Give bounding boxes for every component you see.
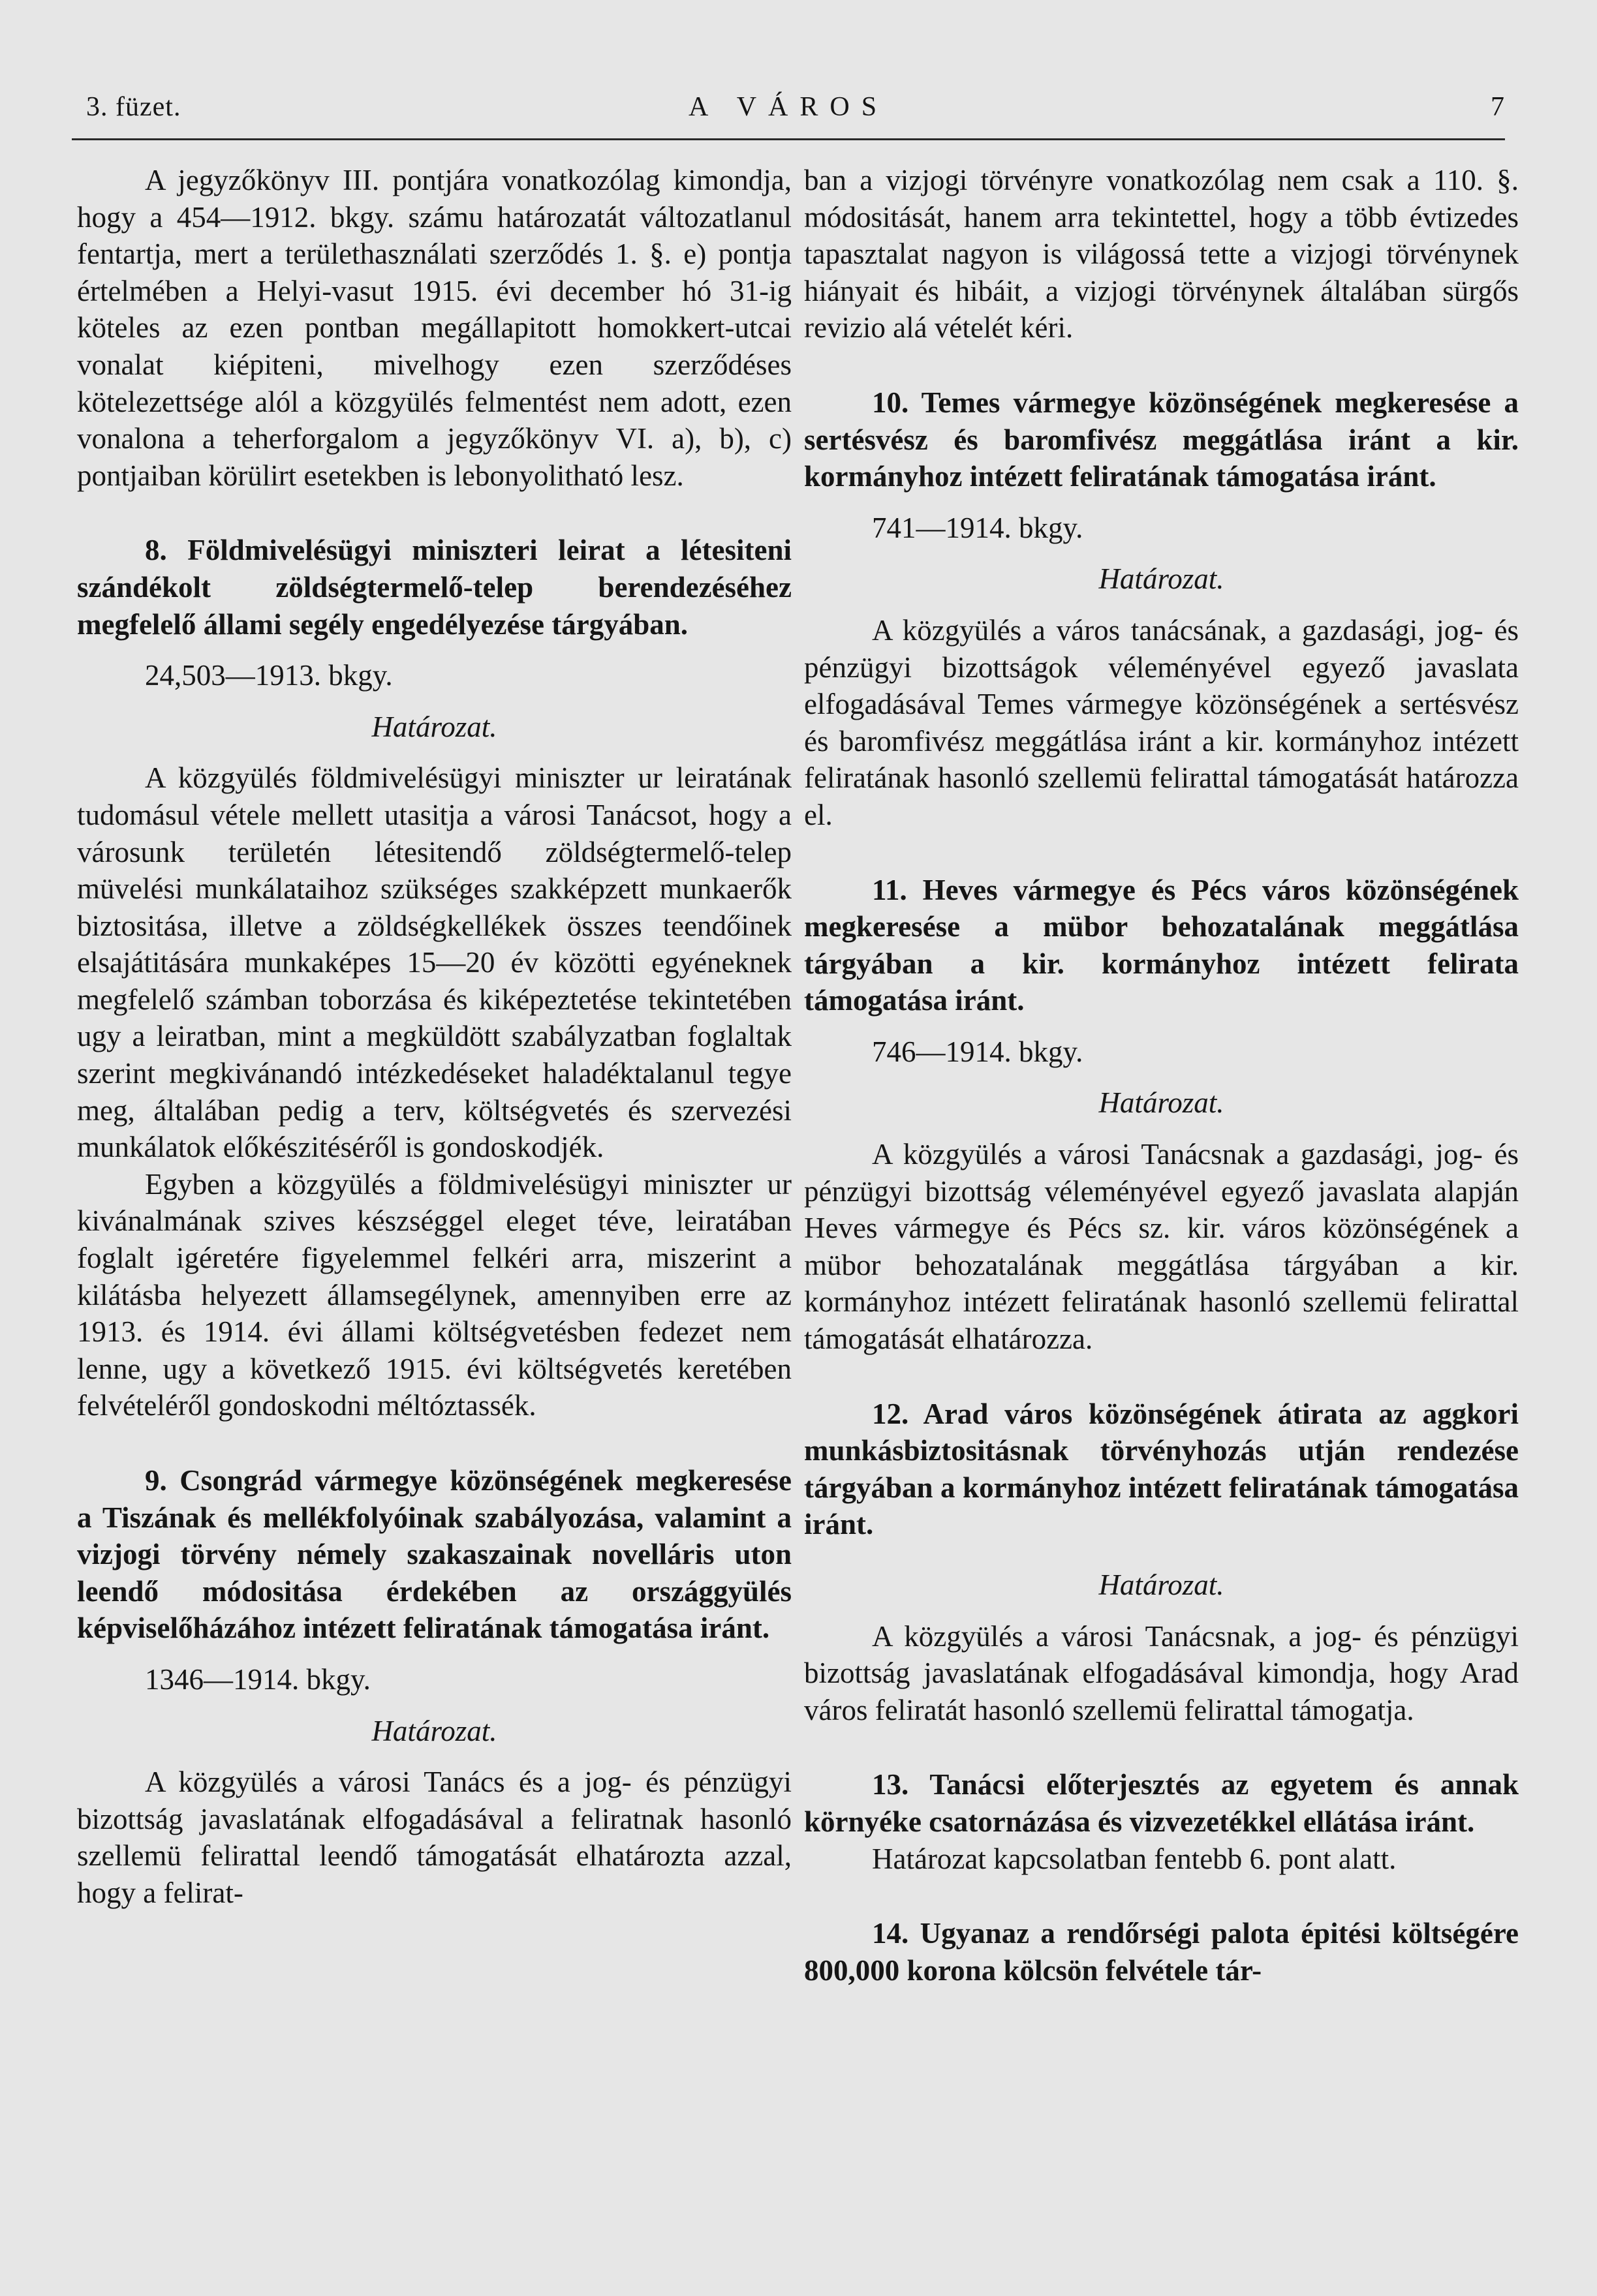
item-10-reference: 741—1914. bkgy.	[872, 511, 1083, 544]
item-8-reference: 24,503—1913. bkgy.	[145, 659, 393, 692]
left-column	[77, 162, 792, 1912]
header-rule	[72, 138, 1505, 140]
item-10-decision-label: Határozat.	[1098, 562, 1224, 596]
item-12-paragraph-1: A közgyülés a városi Tanácsnak, a jog- és pénzügyi bizottság javaslatának elfogadásával kimondja, hogy Arad város feliratát hasonló szellemü felirattal támogatja.	[804, 1619, 1519, 1726]
right-column	[804, 162, 1519, 1989]
continued-paragraph: ban a vizjogi törvényre vonatkozólag nem csak a 110. §. módositását, hanem arra tekintettel, hogy a több évtizedes tapasztalat nagyon is világossá tette a vizjogi törvénynek hiányait és hibáit, a vizjogi törvénynek általában sürgős revizio alá vételét kéri.	[804, 164, 1519, 344]
journal-title: A VÁROS	[688, 92, 889, 122]
item-9-decision-label: Határozat.	[371, 1714, 497, 1747]
page-number: 7	[1491, 92, 1505, 122]
item-11-paragraph-1: A közgyülés a városi Tanácsnak a gazdasági, jog- és pénzügyi bizottság véleményével egyező javaslata alapján Heves vármegye és Pécs sz. kir. város közönségének a mübor behozatalának meggátlása tárgyában a kir. kormányhoz intézett feliratának hasonló szellemü felirattal támogatását elhatározza.	[804, 1138, 1519, 1356]
item-14-heading: 14. Ugyanaz a rendőrségi palota épitési költségére 800,000 korona kölcsön felvétele tár-	[804, 1917, 1519, 1987]
item-11-decision-label: Határozat.	[1098, 1086, 1224, 1120]
item-10-heading: 10. Temes vármegye közönségének megkeresése a sertésvész és baromfivész meggátlása iránt a kir. kormányhoz intézett feliratának támogatása iránt.	[804, 386, 1519, 493]
item-13-heading: 13. Tanácsi előterjesztés az egyetem és annak környéke csatornázása és vizvezetékkel ellátása iránt.	[804, 1768, 1519, 1838]
item-8-paragraph-1: A közgyülés földmivelésügyi miniszter ur leiratának tudomásul vétele mellett utasitja a városi Tanácsot, hogy a városunk területén létesitendő zöldségtermelő-telep müvelési munkálataihoz szükséges szakképzett munkaerők biztositása, illetve a zöldségkellékek összes teendőinek elsajátitására munkaképes 15—20 év közötti egyéneknek megfelelő számban toborzása és kiképeztetése tekintetében ugy a leiratban, mint a megküldött szabályzatban foglaltak szerint megkivánandó intézkedéseket haladéktalanul tegye meg, általában pedig a terv, költségvetés és szervezési munkálatok előkészitéséről is gondoskodjék.	[77, 761, 792, 1164]
intro-paragraph: A jegyzőkönyv III. pontjára vonatkozólag kimondja, hogy a 454—1912. bkgy. számu határozatát változatlanul fentartja, mert a területhasználati szerződés 1. §. e) pontja értelmében a Helyi-vasut 1915. évi december hó 31-ig köteles az ezen pontban megállapitott homokkert-utcai vonalat kiépiteni, mivelhogy ezen szerződéses kötelezettsége alól a közgyülés felmentést nem adott, ezen vonalona a teherforgalom a jegyzőkönyv VI. a), b), c) pontjaiban körülirt esetekben is lebonyolitható lesz.	[77, 164, 792, 492]
item-8-paragraph-2: Egyben a közgyülés a földmivelésügyi miniszter ur kivánalmának szives készséggel eleget téve, leiratában foglalt igéretére figyelemmel felkéri arra, miszerint a kilátásba helyezett államsegélynek, amennyiben erre az 1913. és 1914. évi állami költségvetésben fedezet nem lenne, ugy a következő 1915. évi költségvetés keretében felvételéről gondoskodni méltóztassék.	[77, 1167, 792, 1422]
item-10-paragraph-1: A közgyülés a város tanácsának, a gazdasági, jog- és pénzügyi bizottságok véleményével egyező javaslata elfogadásával Temes vármegye közönségének a sertésvész és baromfivész meggátlása iránt a kir. kormányhoz intézett feliratának hasonló szellemü felirattal támogatását határozza el.	[804, 613, 1519, 831]
item-12-decision-label: Határozat.	[1098, 1569, 1224, 1601]
running-header	[72, 91, 1505, 137]
item-9-paragraph-1: A közgyülés a városi Tanács és a jog- és pénzügyi bizottság javaslatának elfogadásával a feliratnak hasonló szellemü felirattal leendő támogatását elhatározta azzal, hogy a felirat-	[77, 1766, 792, 1909]
item-8-decision-label: Határozat.	[371, 710, 497, 743]
item-9-reference: 1346—1914. bkgy.	[145, 1662, 371, 1696]
item-9-heading: 9. Csongrád vármegye közönségének megkeresése a Tiszának és mellékfolyóinak szabályozása, valamint a vizjogi törvény némely szakaszainak novelláris uton leendő módositása érdekében az országgyülés képviselőházához intézett feliratának támogatása iránt.	[77, 1464, 792, 1645]
issue-label: 3. füzet.	[86, 92, 181, 122]
item-11-reference: 746—1914. bkgy.	[872, 1035, 1083, 1068]
item-12-heading: 12. Arad város közönségének átirata az aggkori munkásbiztositásnak törvényhozás utján rendezése tárgyában a kormányhoz intézett feliratának támogatása iránt.	[804, 1397, 1519, 1541]
item-13-paragraph-1: Határozat kapcsolatban fentebb 6. pont alatt.	[872, 1842, 1397, 1875]
item-8-heading: 8. Földmivelésügyi miniszteri leirat a létesiteni szándékolt zöldségtermelő-telep berendezéséhez megfelelő állami segély engedélyezése tárgyában.	[77, 534, 792, 641]
item-11-heading: 11. Heves vármegye és Pécs város közönségének megkeresése a mübor behozatalának meggátlása tárgyában a kir. kormányhoz intézett felirata támogatása iránt.	[804, 873, 1519, 1017]
